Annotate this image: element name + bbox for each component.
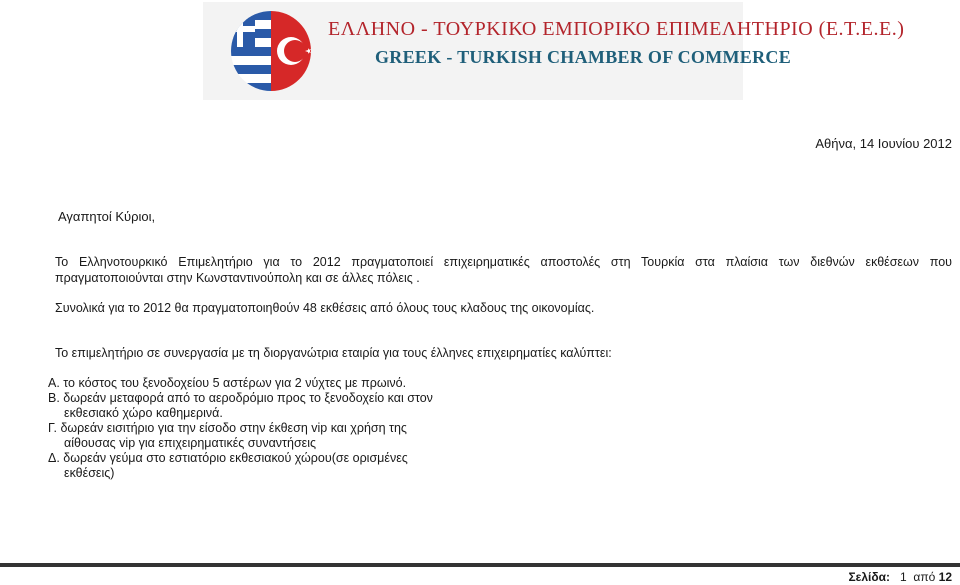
chamber-logo-icon [225, 4, 321, 98]
page-label: Σελίδα: [848, 570, 891, 584]
paragraph-1-line-1: Το Ελληνοτουρκικό Επιμελητήριο για το 2012 πραγματοποιεί επιχειρηματικές αποστολές στη Τουρκία στα πλαίσια των διεθνών εκθέσεων που [55, 255, 952, 269]
letter-greeting: Αγαπητοί Κύριοι, [58, 209, 156, 224]
footer-divider [0, 563, 960, 567]
page-number [848, 570, 952, 584]
letter-date: Αθήνα, 14 Ιουνίου 2012 [815, 136, 952, 151]
list-item: εκθεσιακό χώρο καθημερινά. [64, 406, 223, 420]
list-item: εκθέσεις) [64, 466, 115, 480]
chamber-name-english: GREEK - TURKISH CHAMBER OF COMMERCE [375, 47, 792, 67]
paragraph-1-line-2: πραγματοποιούνται στην Κωνσταντινούπολη και σε άλλες πόλεις . [55, 271, 420, 285]
page-total: 12 [938, 570, 952, 584]
page-of: από [913, 570, 936, 584]
list-item: αίθουσας vip για επιχειρηματικές συναντήσεις [64, 436, 317, 450]
letterhead [203, 2, 905, 100]
list-item: Α. το κόστος του ξενοδοχείου 5 αστέρων για 2 νύχτες με πρωινό. [48, 376, 407, 390]
list-item: Β. δωρεάν μεταφορά από το αεροδρόμιο προς το ξενοδοχείο και στον [48, 391, 433, 405]
list-item: Δ. δωρεάν γεύμα στο εστιατόριο εκθεσιακού χώρου(σε ορισμένες [48, 451, 408, 465]
list-item: Γ. δωρεάν εισιτήριο για την είσοδο στην έκθεση vip και χρήση της [48, 421, 407, 435]
paragraph-2: Συνολικά για το 2012 θα πραγματοποιηθούν 48 εκθέσεις από όλους τους κλαδους της οικονομίας. [55, 301, 595, 315]
chamber-name-greek: ΕΛΛΗΝΟ - ΤΟΥΡΚΙΚΟ ΕΜΠΟΡΙΚΟ ΕΠΙΜΕΛΗΤΗΡΙΟ (Ε.Τ.Ε.Ε.) [328, 18, 905, 40]
page-current: 1 [900, 570, 907, 584]
paragraph-3: Το επιμελητήριο σε συνεργασία με τη διοργανώτρια εταιρία για τους έλληνες επιχειρηματίες καλύπτει: [55, 346, 612, 360]
